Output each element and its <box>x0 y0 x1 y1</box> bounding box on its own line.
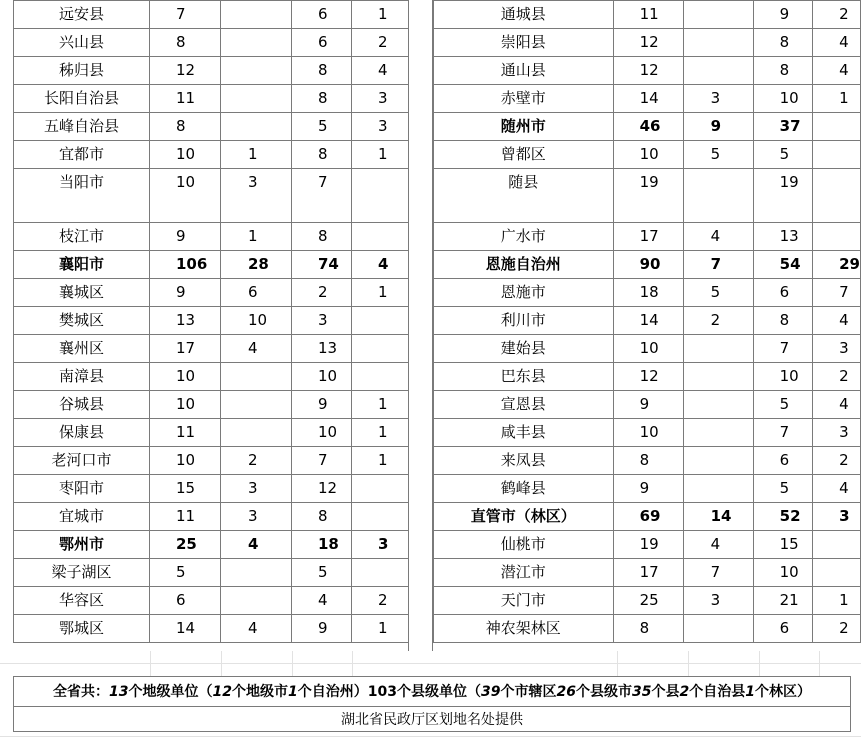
total-count-cell[interactable]: 5 <box>150 559 221 587</box>
left-table <box>13 0 409 643</box>
total-count-cell[interactable]: 25 <box>150 531 221 559</box>
summary-text: 个地级市 <box>232 684 289 700</box>
total-count-cell[interactable]: 8 <box>150 113 221 141</box>
county-count-cell[interactable]: 4 <box>813 57 861 85</box>
total-count-cell[interactable]: 17 <box>613 559 683 587</box>
summary-text: 个县级市 <box>575 684 632 700</box>
table-row <box>14 307 409 335</box>
region-name-cell[interactable]: 宜都市 <box>14 141 150 169</box>
county-count-cell[interactable]: 4 <box>813 29 861 57</box>
total-count-cell[interactable]: 8 <box>150 29 221 57</box>
region-name-cell[interactable]: 恩施市 <box>434 279 614 307</box>
total-count-cell[interactable]: 6 <box>150 587 221 615</box>
total-count-cell[interactable]: 46 <box>613 113 683 141</box>
district-count-cell[interactable]: 3 <box>221 169 292 223</box>
total-count-cell[interactable]: 18 <box>613 279 683 307</box>
table-row <box>434 1 861 29</box>
table-row <box>14 475 409 503</box>
total-count-cell[interactable]: 17 <box>613 223 683 251</box>
county-count-cell[interactable]: 7 <box>813 279 861 307</box>
county-city-count-cell[interactable]: 9 <box>292 391 352 419</box>
table-row <box>434 141 861 169</box>
table-row <box>434 447 861 475</box>
county-city-count-cell[interactable]: 6 <box>292 29 352 57</box>
county-count-cell[interactable]: 1 <box>352 1 409 29</box>
county-city-count-cell[interactable]: 7 <box>292 447 352 475</box>
district-count-cell[interactable] <box>221 419 292 447</box>
county-count-cell[interactable]: 3 <box>813 335 861 363</box>
region-name-cell[interactable]: 通山县 <box>434 57 614 85</box>
total-count-cell[interactable]: 90 <box>613 251 683 279</box>
district-count-cell[interactable]: 28 <box>221 251 292 279</box>
summary-text: 个自治州）103个县级单位（ <box>297 684 481 700</box>
summary-num: 39 <box>481 684 501 700</box>
county-count-cell[interactable]: 2 <box>813 615 861 643</box>
county-count-cell[interactable]: 1 <box>352 141 409 169</box>
county-city-count-cell[interactable]: 18 <box>292 531 352 559</box>
summary-text: 个林区） <box>754 684 811 700</box>
county-count-cell[interactable] <box>352 307 409 335</box>
table-row <box>14 391 409 419</box>
empty-col-line <box>292 651 293 676</box>
total-count-cell[interactable]: 11 <box>150 503 221 531</box>
total-count-cell[interactable]: 9 <box>613 475 683 503</box>
region-name-cell[interactable]: 来凤县 <box>434 447 614 475</box>
county-city-count-cell[interactable]: 52 <box>753 503 812 531</box>
district-count-cell[interactable]: 7 <box>683 251 753 279</box>
district-count-cell[interactable]: 14 <box>683 503 753 531</box>
table-row <box>14 279 409 307</box>
region-name-cell[interactable]: 远安县 <box>14 1 150 29</box>
county-count-cell[interactable]: 3 <box>352 531 409 559</box>
county-city-count-cell[interactable]: 7 <box>753 419 812 447</box>
region-name-cell[interactable]: 天门市 <box>434 587 614 615</box>
district-count-cell[interactable]: 5 <box>683 141 753 169</box>
county-count-cell[interactable]: 4 <box>352 251 409 279</box>
total-count-cell[interactable]: 8 <box>613 447 683 475</box>
table-row <box>14 85 409 113</box>
table-row <box>14 251 409 279</box>
summary-num: 13 <box>109 684 129 700</box>
county-city-count-cell[interactable]: 12 <box>292 475 352 503</box>
region-name-cell[interactable]: 通城县 <box>434 1 614 29</box>
total-count-cell[interactable]: 25 <box>613 587 683 615</box>
summary-text: 个县 <box>651 684 680 700</box>
total-count-cell[interactable]: 69 <box>613 503 683 531</box>
total-count-cell[interactable]: 7 <box>150 1 221 29</box>
county-count-cell[interactable] <box>352 169 409 223</box>
district-count-cell[interactable]: 1 <box>221 223 292 251</box>
county-count-cell[interactable]: 3 <box>352 85 409 113</box>
county-city-count-cell[interactable]: 13 <box>753 223 812 251</box>
region-name-cell[interactable]: 鄂城区 <box>14 615 150 643</box>
county-count-cell[interactable]: 2 <box>352 587 409 615</box>
district-count-cell[interactable] <box>683 1 753 29</box>
county-city-count-cell[interactable]: 10 <box>292 363 352 391</box>
region-name-cell[interactable]: 仙桃市 <box>434 531 614 559</box>
table-row <box>14 419 409 447</box>
district-count-cell[interactable] <box>221 1 292 29</box>
summary-num: 1 <box>745 684 755 700</box>
county-city-count-cell[interactable]: 13 <box>292 335 352 363</box>
region-name-cell[interactable]: 秭归县 <box>14 57 150 85</box>
empty-col-line <box>352 651 353 676</box>
empty-row-line <box>0 736 861 737</box>
table-row <box>434 363 861 391</box>
district-count-cell[interactable] <box>683 447 753 475</box>
summary-text: 个地级单位（ <box>128 684 213 700</box>
county-count-cell[interactable]: 4 <box>813 391 861 419</box>
district-count-cell[interactable] <box>221 587 292 615</box>
county-count-cell[interactable]: 2 <box>352 29 409 57</box>
region-name-cell[interactable]: 老河口市 <box>14 447 150 475</box>
total-count-cell[interactable]: 10 <box>150 141 221 169</box>
region-name-cell[interactable]: 襄阳市 <box>14 251 150 279</box>
county-city-count-cell[interactable]: 6 <box>753 615 812 643</box>
region-name-cell[interactable]: 襄州区 <box>14 335 150 363</box>
county-count-cell[interactable] <box>813 113 861 141</box>
table-row <box>434 559 861 587</box>
table-row <box>14 223 409 251</box>
total-count-cell[interactable]: 9 <box>613 391 683 419</box>
total-count-cell[interactable]: 12 <box>613 57 683 85</box>
county-count-cell[interactable]: 2 <box>813 363 861 391</box>
district-count-cell[interactable]: 4 <box>683 531 753 559</box>
total-count-cell[interactable]: 10 <box>613 419 683 447</box>
district-count-cell[interactable]: 3 <box>221 475 292 503</box>
county-city-count-cell[interactable]: 7 <box>292 169 352 223</box>
district-count-cell[interactable] <box>683 419 753 447</box>
county-count-cell[interactable]: 29 <box>813 251 861 279</box>
county-count-cell[interactable] <box>352 223 409 251</box>
county-count-cell[interactable] <box>813 169 861 223</box>
district-count-cell[interactable]: 3 <box>683 587 753 615</box>
district-count-cell[interactable]: 9 <box>683 113 753 141</box>
empty-col-line <box>617 651 618 676</box>
district-count-cell[interactable]: 1 <box>221 141 292 169</box>
county-city-count-cell[interactable]: 74 <box>292 251 352 279</box>
county-count-cell[interactable] <box>813 141 861 169</box>
region-name-cell[interactable]: 南漳县 <box>14 363 150 391</box>
table-row <box>434 531 861 559</box>
table-row <box>14 141 409 169</box>
region-name-cell[interactable]: 樊城区 <box>14 307 150 335</box>
total-count-cell[interactable]: 17 <box>150 335 221 363</box>
region-name-cell[interactable]: 长阳自治县 <box>14 85 150 113</box>
empty-col-line <box>150 651 151 676</box>
county-count-cell[interactable]: 3 <box>813 419 861 447</box>
county-city-count-cell[interactable]: 9 <box>292 615 352 643</box>
county-city-count-cell[interactable]: 8 <box>292 503 352 531</box>
county-count-cell[interactable]: 4 <box>813 307 861 335</box>
district-count-cell[interactable] <box>221 113 292 141</box>
summary-num: 1 <box>288 684 298 700</box>
total-count-cell[interactable]: 12 <box>150 57 221 85</box>
summary-text: 个自治县 <box>689 684 746 700</box>
summary-num: 12 <box>212 684 233 700</box>
county-city-count-cell[interactable]: 8 <box>292 141 352 169</box>
region-name-cell[interactable]: 谷城县 <box>14 391 150 419</box>
county-city-count-cell[interactable]: 6 <box>292 1 352 29</box>
region-name-cell[interactable]: 保康县 <box>14 419 150 447</box>
district-count-cell[interactable] <box>221 363 292 391</box>
empty-row-line <box>0 663 861 664</box>
district-count-cell[interactable] <box>683 57 753 85</box>
table-row <box>434 391 861 419</box>
total-count-cell[interactable]: 9 <box>150 223 221 251</box>
summary-text: 全省共： <box>53 684 110 700</box>
empty-col-line <box>221 651 222 676</box>
district-count-cell[interactable]: 10 <box>221 307 292 335</box>
district-count-cell[interactable]: 6 <box>221 279 292 307</box>
county-city-count-cell[interactable]: 15 <box>753 531 812 559</box>
table-row <box>14 169 409 223</box>
district-count-cell[interactable] <box>221 29 292 57</box>
table-row <box>434 113 861 141</box>
county-city-count-cell[interactable]: 9 <box>753 1 812 29</box>
county-city-count-cell[interactable]: 19 <box>753 169 812 223</box>
total-count-cell[interactable]: 15 <box>150 475 221 503</box>
county-city-count-cell[interactable]: 37 <box>753 113 812 141</box>
table-row <box>434 57 861 85</box>
county-city-count-cell[interactable]: 8 <box>753 29 812 57</box>
total-count-cell[interactable]: 13 <box>150 307 221 335</box>
county-city-count-cell[interactable]: 8 <box>292 223 352 251</box>
district-count-cell[interactable] <box>683 169 753 223</box>
total-count-cell[interactable]: 19 <box>613 169 683 223</box>
county-city-count-cell[interactable]: 5 <box>292 113 352 141</box>
table-row <box>14 615 409 643</box>
total-count-cell[interactable]: 10 <box>150 391 221 419</box>
district-count-cell[interactable]: 4 <box>221 335 292 363</box>
county-city-count-cell[interactable]: 6 <box>753 279 812 307</box>
region-name-cell[interactable]: 随州市 <box>434 113 614 141</box>
total-count-cell[interactable]: 9 <box>150 279 221 307</box>
county-city-count-cell[interactable]: 10 <box>292 419 352 447</box>
county-city-count-cell[interactable]: 2 <box>292 279 352 307</box>
district-count-cell[interactable]: 3 <box>683 85 753 113</box>
county-count-cell[interactable] <box>813 531 861 559</box>
summary-num: 35 <box>631 684 652 700</box>
county-count-cell[interactable]: 1 <box>352 419 409 447</box>
county-count-cell[interactable]: 1 <box>352 615 409 643</box>
summary-num: 26 <box>556 684 576 700</box>
summary-num: 2 <box>679 684 690 700</box>
district-count-cell[interactable] <box>683 335 753 363</box>
county-city-count-cell[interactable]: 21 <box>753 587 812 615</box>
district-count-cell[interactable]: 3 <box>221 503 292 531</box>
table-row <box>14 57 409 85</box>
region-name-cell[interactable]: 梁子湖区 <box>14 559 150 587</box>
county-count-cell[interactable]: 1 <box>352 391 409 419</box>
county-count-cell[interactable] <box>813 559 861 587</box>
county-city-count-cell[interactable]: 5 <box>753 141 812 169</box>
region-name-cell[interactable]: 巴东县 <box>434 363 614 391</box>
county-count-cell[interactable]: 1 <box>813 85 861 113</box>
table-row <box>434 85 861 113</box>
table-row <box>434 223 861 251</box>
region-name-cell[interactable]: 华容区 <box>14 587 150 615</box>
region-name-cell[interactable]: 广水市 <box>434 223 614 251</box>
region-name-cell[interactable]: 咸丰县 <box>434 419 614 447</box>
county-city-count-cell[interactable]: 7 <box>753 335 812 363</box>
total-count-cell[interactable]: 14 <box>613 85 683 113</box>
county-city-count-cell[interactable]: 6 <box>753 447 812 475</box>
county-count-cell[interactable] <box>813 223 861 251</box>
district-count-cell[interactable]: 4 <box>221 531 292 559</box>
region-name-cell[interactable]: 随县 <box>434 169 614 223</box>
county-city-count-cell[interactable]: 8 <box>753 57 812 85</box>
table-row <box>434 335 861 363</box>
district-count-cell[interactable] <box>683 29 753 57</box>
county-city-count-cell[interactable]: 5 <box>292 559 352 587</box>
county-count-cell[interactable]: 3 <box>813 503 861 531</box>
region-name-cell[interactable]: 鹤峰县 <box>434 475 614 503</box>
county-count-cell[interactable]: 4 <box>352 57 409 85</box>
county-city-count-cell[interactable]: 8 <box>292 85 352 113</box>
county-count-cell[interactable] <box>352 559 409 587</box>
region-name-cell[interactable]: 神农架林区 <box>434 615 614 643</box>
empty-col-line <box>759 651 760 676</box>
total-count-cell[interactable]: 11 <box>613 1 683 29</box>
county-city-count-cell[interactable]: 10 <box>753 559 812 587</box>
table-row <box>14 363 409 391</box>
county-city-count-cell[interactable]: 5 <box>753 391 812 419</box>
county-city-count-cell[interactable]: 8 <box>292 57 352 85</box>
county-city-count-cell[interactable]: 54 <box>753 251 812 279</box>
region-name-cell[interactable]: 直管市（林区） <box>434 503 614 531</box>
region-name-cell[interactable]: 宜城市 <box>14 503 150 531</box>
county-count-cell[interactable]: 1 <box>352 279 409 307</box>
district-count-cell[interactable] <box>683 615 753 643</box>
district-count-cell[interactable]: 5 <box>683 279 753 307</box>
region-name-cell[interactable]: 建始县 <box>434 335 614 363</box>
district-count-cell[interactable] <box>221 391 292 419</box>
county-count-cell[interactable] <box>352 363 409 391</box>
county-count-cell[interactable]: 1 <box>352 447 409 475</box>
district-count-cell[interactable]: 4 <box>683 223 753 251</box>
region-name-cell[interactable]: 恩施自治州 <box>434 251 614 279</box>
region-name-cell[interactable]: 五峰自治县 <box>14 113 150 141</box>
county-count-cell[interactable]: 4 <box>813 475 861 503</box>
total-count-cell[interactable]: 10 <box>150 169 221 223</box>
column-gap <box>408 0 433 651</box>
county-city-count-cell[interactable]: 8 <box>753 307 812 335</box>
region-name-cell[interactable]: 鄂州市 <box>14 531 150 559</box>
empty-col-line <box>688 651 689 676</box>
table-row <box>14 113 409 141</box>
table-row <box>434 475 861 503</box>
region-name-cell[interactable]: 崇阳县 <box>434 29 614 57</box>
empty-col-line <box>819 651 820 676</box>
district-count-cell[interactable] <box>683 475 753 503</box>
total-count-cell[interactable]: 11 <box>150 419 221 447</box>
county-city-count-cell[interactable]: 4 <box>292 587 352 615</box>
total-count-cell[interactable]: 12 <box>613 29 683 57</box>
county-count-cell[interactable] <box>352 335 409 363</box>
total-count-cell[interactable]: 8 <box>613 615 683 643</box>
total-count-cell[interactable]: 106 <box>150 251 221 279</box>
region-name-cell[interactable]: 宣恩县 <box>434 391 614 419</box>
total-count-cell[interactable]: 11 <box>150 85 221 113</box>
region-name-cell[interactable]: 潜江市 <box>434 559 614 587</box>
region-name-cell[interactable]: 利川市 <box>434 307 614 335</box>
total-count-cell[interactable]: 12 <box>613 363 683 391</box>
table-row <box>14 335 409 363</box>
region-name-cell[interactable]: 曾都区 <box>434 141 614 169</box>
county-count-cell[interactable]: 2 <box>813 447 861 475</box>
total-count-cell[interactable]: 10 <box>150 363 221 391</box>
table-row <box>14 1 409 29</box>
county-city-count-cell[interactable]: 3 <box>292 307 352 335</box>
table-row <box>14 559 409 587</box>
county-count-cell[interactable]: 2 <box>813 1 861 29</box>
table-row <box>14 587 409 615</box>
region-name-cell[interactable]: 襄城区 <box>14 279 150 307</box>
summary-text: 个市辖区 <box>500 684 557 700</box>
total-count-cell[interactable]: 10 <box>613 141 683 169</box>
region-name-cell[interactable]: 兴山县 <box>14 29 150 57</box>
table-row <box>434 29 861 57</box>
county-count-cell[interactable] <box>352 503 409 531</box>
county-city-count-cell[interactable]: 10 <box>753 363 812 391</box>
district-count-cell[interactable] <box>221 85 292 113</box>
table-row <box>434 279 861 307</box>
right-table <box>433 0 861 643</box>
total-count-cell[interactable]: 10 <box>150 447 221 475</box>
table-row <box>434 503 861 531</box>
district-count-cell[interactable] <box>221 57 292 85</box>
table-row <box>434 419 861 447</box>
table-row <box>14 503 409 531</box>
region-name-cell[interactable]: 赤壁市 <box>434 85 614 113</box>
total-count-cell[interactable]: 14 <box>613 307 683 335</box>
total-count-cell[interactable]: 14 <box>150 615 221 643</box>
table-row <box>14 531 409 559</box>
district-count-cell[interactable] <box>683 391 753 419</box>
source-row[interactable]: 湖北省民政厅区划地名处提供 <box>13 706 851 732</box>
table-row <box>434 615 861 643</box>
county-count-cell[interactable]: 1 <box>813 587 861 615</box>
region-name-cell[interactable]: 枝江市 <box>14 223 150 251</box>
table-row <box>434 587 861 615</box>
table-row <box>434 307 861 335</box>
table-row <box>14 447 409 475</box>
district-count-cell[interactable] <box>683 363 753 391</box>
county-count-cell[interactable] <box>352 475 409 503</box>
region-name-cell[interactable]: 枣阳市 <box>14 475 150 503</box>
district-count-cell[interactable]: 2 <box>221 447 292 475</box>
summary-row[interactable] <box>13 676 851 706</box>
table-row <box>434 169 861 223</box>
table-row <box>434 251 861 279</box>
table-row <box>14 29 409 57</box>
county-city-count-cell[interactable]: 5 <box>753 475 812 503</box>
region-name-cell[interactable]: 当阳市 <box>14 169 150 223</box>
district-count-cell[interactable]: 2 <box>683 307 753 335</box>
total-count-cell[interactable]: 10 <box>613 335 683 363</box>
district-count-cell[interactable]: 4 <box>221 615 292 643</box>
county-city-count-cell[interactable]: 10 <box>753 85 812 113</box>
total-count-cell[interactable]: 19 <box>613 531 683 559</box>
district-count-cell[interactable]: 7 <box>683 559 753 587</box>
county-count-cell[interactable]: 3 <box>352 113 409 141</box>
district-count-cell[interactable] <box>221 559 292 587</box>
